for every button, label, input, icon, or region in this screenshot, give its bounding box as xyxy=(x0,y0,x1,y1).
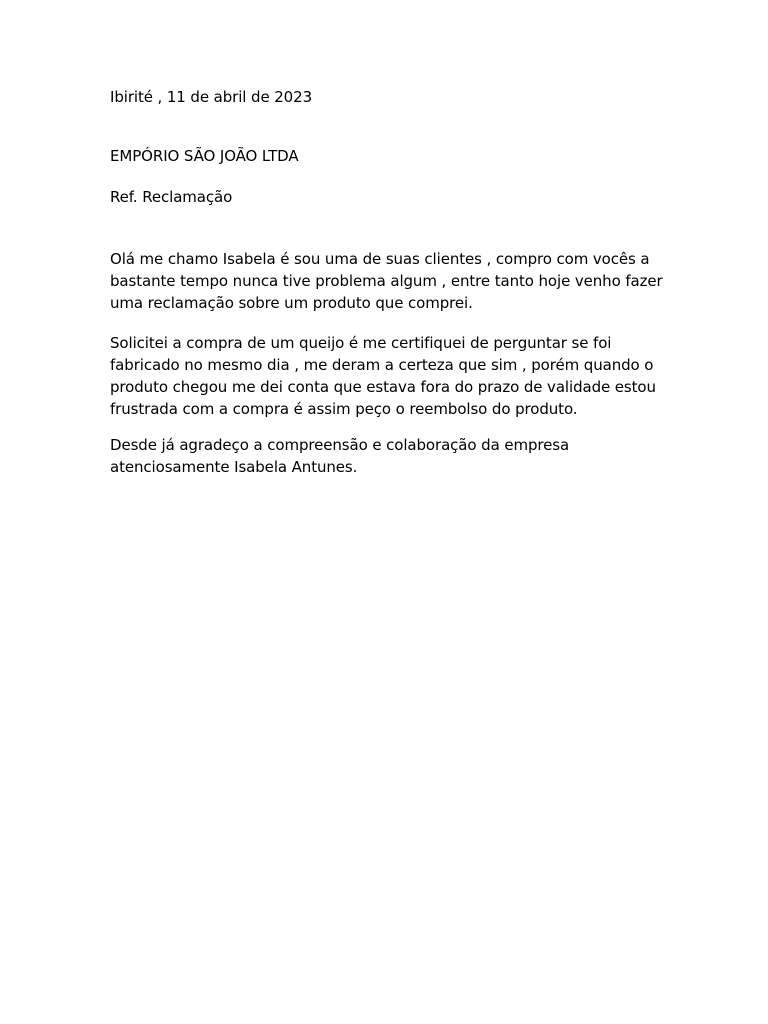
paragraph-line: Olá me chamo Isabela é sou uma de suas clientes , compro com vocês a xyxy=(110,250,650,268)
paragraph-line: atenciosamente Isabela Antunes. xyxy=(110,458,358,476)
paragraph-complaint xyxy=(110,332,656,420)
paragraph-line: Desde já agradeço a compreensão e colaboração da empresa xyxy=(110,436,570,454)
date-line: Ibirité , 11 de abril de 2023 xyxy=(110,88,313,106)
paragraph-line: frustrada com a compra é assim peço o reembolso do produto. xyxy=(110,400,578,418)
paragraph-line: produto chegou me dei conta que estava fora do prazo de validade estou xyxy=(110,378,656,396)
paragraph-line: fabricado no mesmo dia , me deram a certeza que sim , porém quando o xyxy=(110,356,654,374)
paragraph-intro xyxy=(110,248,663,314)
paragraph-line: uma reclamação sobre um produto que comprei. xyxy=(110,294,473,312)
paragraph-line: Solicitei a compra de um queijo é me certifiquei de perguntar se foi xyxy=(110,334,612,352)
paragraph-line: bastante tempo nunca tive problema algum , entre tanto hoje venho fazer xyxy=(110,272,663,290)
recipient-name: EMPÓRIO SÃO JOÃO LTDA xyxy=(110,147,299,165)
paragraph-closing xyxy=(110,434,569,478)
reference-line: Ref. Reclamação xyxy=(110,188,233,206)
